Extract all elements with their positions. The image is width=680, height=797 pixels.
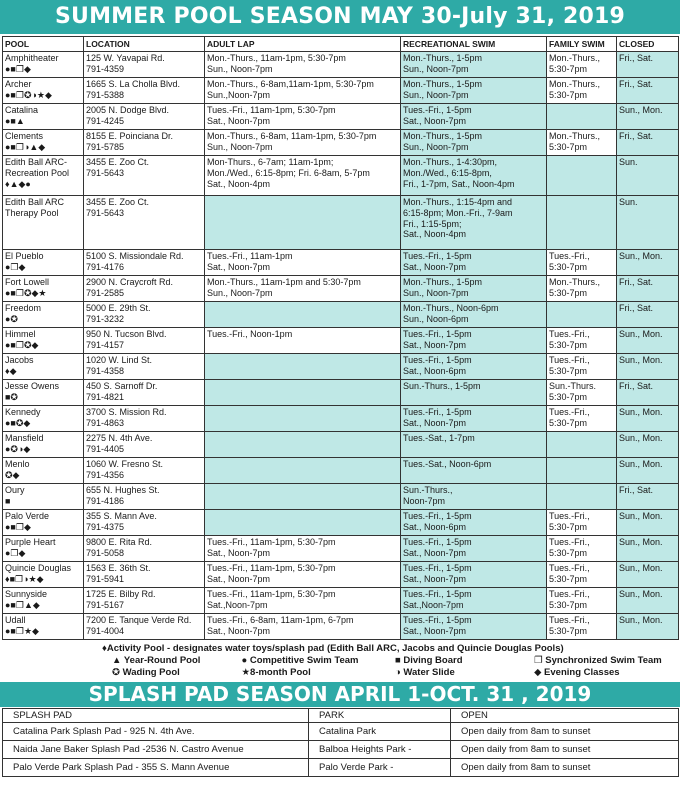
pool-symbols: ●■❐✪◆	[5, 339, 39, 350]
closed-cell: Sun., Mon.	[617, 328, 679, 354]
rec-swim-cell: Tues.-Fri., 1-5pm Sat., Noon-7pm	[401, 104, 547, 130]
closed-cell: Fri., Sat.	[617, 78, 679, 104]
adult-lap-cell	[205, 380, 401, 406]
adult-lap-cell	[205, 354, 401, 380]
legend-competitive: ● Competitive Swim Team	[241, 655, 359, 666]
closed-cell: Fri., Sat.	[617, 276, 679, 302]
family-swim-cell: Mon.-Thurs., 5:30-7pm	[547, 78, 617, 104]
park-cell: Palo Verde Park -	[309, 759, 451, 777]
legend-slide: ◑ Water Slide	[395, 667, 455, 678]
adult-lap-cell: Mon.-Thurs., 6-8am,11am-1pm, 5:30-7pm Sun.,Noon-7pm	[205, 78, 401, 104]
pool-name-cell	[3, 406, 84, 432]
park-cell: Balboa Heights Park -	[309, 741, 451, 759]
closed-cell: Sun., Mon.	[617, 104, 679, 130]
legend-activity-pool: ♦Activity Pool - designates water toys/splash pad (Edith Ball ARC, Jacobs and Quincie Douglas Pools)	[102, 643, 564, 654]
splash-pad-cell: Naida Jane Baker Splash Pad -2536 N. Castro Avenue	[3, 741, 309, 759]
splash-pad-table	[2, 708, 679, 777]
rec-swim-cell: Tues.-Fri., 1-5pm Sat.,Noon-7pm	[401, 588, 547, 614]
header-location: LOCATION	[84, 37, 205, 52]
pool-name: Quincie Douglas	[5, 563, 72, 573]
pool-name-cell	[3, 52, 84, 78]
pool-name: El Pueblo	[5, 251, 44, 261]
adult-lap-cell	[205, 458, 401, 484]
adult-lap-cell: Mon.-Thurs., 11am-1pm and 5:30-7pm Sun., Noon-7pm	[205, 276, 401, 302]
splash-row	[3, 741, 679, 759]
pool-name: Udall	[5, 615, 26, 625]
pool-symbols: ●■❐◑▲◆	[5, 141, 46, 152]
table-row	[3, 562, 679, 588]
pool-symbols: ♦■❐◑★◆	[5, 573, 44, 584]
location-cell: 2900 N. Craycroft Rd. 791-2585	[84, 276, 205, 302]
legend-diving: ■ Diving Board	[395, 655, 463, 666]
rec-swim-cell: Mon.-Thurs., 1-5pm Sun., Noon-7pm	[401, 78, 547, 104]
closed-cell: Sun., Mon.	[617, 588, 679, 614]
pool-symbols: ●■❐✪◆★	[5, 287, 47, 298]
pool-name: Archer	[5, 79, 32, 89]
closed-cell: Sun., Mon.	[617, 510, 679, 536]
table-row	[3, 196, 679, 250]
table-row	[3, 276, 679, 302]
table-row	[3, 328, 679, 354]
table-row	[3, 78, 679, 104]
pool-name-cell	[3, 484, 84, 510]
splash-pad-cell: Catalina Park Splash Pad - 925 N. 4th Ave.	[3, 723, 309, 741]
family-swim-cell	[547, 458, 617, 484]
pool-schedule-table	[2, 36, 679, 640]
pool-symbols: ●✪◑◆	[5, 443, 31, 454]
adult-lap-cell	[205, 302, 401, 328]
family-swim-cell: Tues.-Fri., 5:30-7pm	[547, 614, 617, 640]
pool-name-cell	[3, 614, 84, 640]
legend-wading: ✪ Wading Pool	[112, 667, 180, 678]
table-row	[3, 104, 679, 130]
family-swim-cell	[547, 196, 617, 250]
pool-symbols: ●■❐✪◑★◆	[5, 89, 52, 100]
pool-name-cell	[3, 250, 84, 276]
pool-name-cell	[3, 432, 84, 458]
pool-symbols: ●■✪◆	[5, 417, 31, 428]
rec-swim-cell: Sun.-Thurs., 1-5pm	[401, 380, 547, 406]
pool-name: Edith Ball ARC- Recreation Pool	[5, 157, 70, 178]
pool-symbols: ●✪	[5, 313, 18, 324]
family-swim-cell: Tues.-Fri., 5:30-7pm	[547, 536, 617, 562]
closed-cell: Sun.	[617, 156, 679, 196]
pool-name: Freedom	[5, 303, 42, 313]
pool-symbols: ●■▲	[5, 115, 25, 126]
pool-symbols: ●■❐★◆	[5, 625, 39, 636]
rec-swim-cell: Tues.-Fri., 1-5pm Sat., Noon-7pm	[401, 406, 547, 432]
pool-name: Oury	[5, 485, 25, 495]
location-cell: 8155 E. Poinciana Dr. 791-5785	[84, 130, 205, 156]
open-cell: Open daily from 8am to sunset	[451, 759, 679, 777]
location-cell: 3455 E. Zoo Ct. 791-5643	[84, 156, 205, 196]
adult-lap-cell: Tues.-Fri., 11am-1pm Sat., Noon-7pm	[205, 250, 401, 276]
pool-table-body	[3, 52, 679, 640]
pool-symbols: ■✪	[5, 391, 18, 402]
location-cell: 9800 E. Rita Rd. 791-5058	[84, 536, 205, 562]
family-swim-cell	[547, 302, 617, 328]
closed-cell: Sun., Mon.	[617, 406, 679, 432]
rec-swim-cell: Tues.-Sat., 1-7pm	[401, 432, 547, 458]
pool-name: Sunnyside	[5, 589, 48, 599]
header-park: PARK	[309, 709, 451, 723]
park-cell: Catalina Park	[309, 723, 451, 741]
pool-name: Menlo	[5, 459, 30, 469]
rec-swim-cell: Tues.-Fri., 1-5pm Sat., Noon-7pm	[401, 614, 547, 640]
legend-year-round: ▲ Year-Round Pool	[112, 655, 201, 666]
closed-cell: Sun., Mon.	[617, 354, 679, 380]
family-swim-cell: Mon.-Thurs., 5:30-7pm	[547, 276, 617, 302]
adult-lap-cell: Tues.-Fri., Noon-1pm	[205, 328, 401, 354]
table-header-row	[3, 37, 679, 52]
table-row	[3, 510, 679, 536]
family-swim-cell: Tues.-Fri., 5:30-7pm	[547, 250, 617, 276]
header-open: OPEN	[451, 709, 679, 723]
pool-name: Clements	[5, 131, 44, 141]
family-swim-cell: Sun.-Thurs. 5:30-7pm	[547, 380, 617, 406]
rec-swim-cell: Tues.-Fri., 1-5pm Sat., Noon-6pm	[401, 354, 547, 380]
table-row	[3, 406, 679, 432]
legend	[2, 643, 678, 679]
closed-cell: Fri., Sat.	[617, 130, 679, 156]
adult-lap-cell: Mon.-Thurs., 11am-1pm, 5:30-7pm Sun., Noon-7pm	[205, 52, 401, 78]
pool-name-cell	[3, 510, 84, 536]
splash-season-banner: SPLASH PAD SEASON APRIL 1-OCT. 31 , 2019	[0, 682, 680, 707]
pool-name: Amphitheater	[5, 53, 59, 63]
closed-cell: Fri., Sat.	[617, 380, 679, 406]
closed-cell: Sun., Mon.	[617, 458, 679, 484]
adult-lap-cell	[205, 510, 401, 536]
open-cell: Open daily from 8am to sunset	[451, 723, 679, 741]
open-cell: Open daily from 8am to sunset	[451, 741, 679, 759]
header-family-swim: FAMILY SWIM	[547, 37, 617, 52]
adult-lap-cell	[205, 196, 401, 250]
header-recreational-swim: RECREATIONAL SWIM	[401, 37, 547, 52]
header-closed: CLOSED	[617, 37, 679, 52]
location-cell: 950 N. Tucson Blvd. 791-4157	[84, 328, 205, 354]
rec-swim-cell: Mon.-Thurs., 1-5pm Sun., Noon-7pm	[401, 52, 547, 78]
closed-cell: Sun., Mon.	[617, 250, 679, 276]
pool-symbols: ●❐◆	[5, 261, 26, 272]
location-cell: 1563 E. 36th St. 791-5941	[84, 562, 205, 588]
pool-name-cell	[3, 380, 84, 406]
legend-synchro: ❐ Synchronized Swim Team	[534, 655, 662, 666]
location-cell: 1725 E. Bilby Rd. 791-5167	[84, 588, 205, 614]
pool-symbols: ●■❐◆	[5, 63, 31, 74]
table-row	[3, 302, 679, 328]
pool-name: Purple Heart	[5, 537, 56, 547]
table-row	[3, 536, 679, 562]
rec-swim-cell: Tues.-Fri., 1-5pm Sat., Noon-7pm	[401, 328, 547, 354]
pool-symbols: ■	[5, 495, 11, 506]
rec-swim-cell: Tues.-Sat., Noon-6pm	[401, 458, 547, 484]
table-row	[3, 250, 679, 276]
table-row	[3, 52, 679, 78]
family-swim-cell: Tues.-Fri., 5:30-7pm	[547, 510, 617, 536]
location-cell: 5000 E. 29th St. 791-3232	[84, 302, 205, 328]
family-swim-cell: Tues.-Fri., 5:30-7pm	[547, 354, 617, 380]
pool-name-cell	[3, 104, 84, 130]
location-cell: 125 W. Yavapai Rd. 791-4359	[84, 52, 205, 78]
splash-header-row	[3, 709, 679, 723]
pool-name-cell	[3, 536, 84, 562]
adult-lap-cell: Tues.-Fri., 11am-1pm, 5:30-7pm Sat.,Noon-7pm	[205, 588, 401, 614]
adult-lap-cell: Tues.-Fri., 11am-1pm, 5:30-7pm Sat., Noon-7pm	[205, 562, 401, 588]
family-swim-cell: Tues.-Fri., 5:30-7pm	[547, 562, 617, 588]
pool-name: Fort Lowell	[5, 277, 50, 287]
header-splash-pad: SPLASH PAD	[3, 709, 309, 723]
pool-name: Jesse Owens	[5, 381, 60, 391]
location-cell: 1060 W. Fresno St. 791-4356	[84, 458, 205, 484]
rec-swim-cell: Tues.-Fri., 1-5pm Sat., Noon-7pm	[401, 536, 547, 562]
rec-swim-cell: Tues.-Fri., 1-5pm Sat., Noon-7pm	[401, 250, 547, 276]
rec-swim-cell: Mon.-Thurs., 1-5pm Sun., Noon-7pm	[401, 130, 547, 156]
pool-name: Kennedy	[5, 407, 41, 417]
family-swim-cell: Tues.-Fri., 5:30-7pm	[547, 588, 617, 614]
location-cell: 3455 E. Zoo Ct. 791-5643	[84, 196, 205, 250]
family-swim-cell	[547, 104, 617, 130]
adult-lap-cell: Tues.-Fri., 11am-1pm, 5:30-7pm Sat., Noon-7pm	[205, 536, 401, 562]
table-row	[3, 380, 679, 406]
location-cell: 355 S. Mann Ave. 791-4375	[84, 510, 205, 536]
pool-name-cell	[3, 196, 84, 250]
table-row	[3, 130, 679, 156]
table-row	[3, 614, 679, 640]
family-swim-cell: Mon.-Thurs., 5:30-7pm	[547, 130, 617, 156]
rec-swim-cell: Tues.-Fri., 1-5pm Sat., Noon-6pm	[401, 510, 547, 536]
pool-name-cell	[3, 328, 84, 354]
pool-symbols: ✪◆	[5, 469, 20, 480]
location-cell: 1020 W. Lind St. 791-4358	[84, 354, 205, 380]
pool-name: Edith Ball ARC Therapy Pool	[5, 197, 65, 218]
location-cell: 655 N. Hughes St. 791-4186	[84, 484, 205, 510]
pool-name-cell	[3, 302, 84, 328]
table-row	[3, 484, 679, 510]
adult-lap-cell	[205, 406, 401, 432]
family-swim-cell	[547, 484, 617, 510]
adult-lap-cell: Mon.-Thurs., 6-8am, 11am-1pm, 5:30-7pm Sun., Noon-7pm	[205, 130, 401, 156]
pool-name-cell	[3, 588, 84, 614]
rec-swim-cell: Tues.-Fri., 1-5pm Sat., Noon-7pm	[401, 562, 547, 588]
pool-name-cell	[3, 276, 84, 302]
closed-cell: Sun.	[617, 196, 679, 250]
family-swim-cell	[547, 156, 617, 196]
adult-lap-cell: Tues.-Fri., 11am-1pm, 5:30-7pm Sat., Noon-7pm	[205, 104, 401, 130]
rec-swim-cell: Mon.-Thurs., Noon-6pm Sun., Noon-6pm	[401, 302, 547, 328]
header-pool: POOL	[3, 37, 84, 52]
location-cell: 2005 N. Dodge Blvd. 791-4245	[84, 104, 205, 130]
closed-cell: Fri., Sat.	[617, 302, 679, 328]
adult-lap-cell	[205, 432, 401, 458]
table-row	[3, 588, 679, 614]
pool-name: Palo Verde	[5, 511, 50, 521]
pool-name-cell	[3, 562, 84, 588]
rec-swim-cell: Mon.-Thurs., 1-5pm Sun., Noon-7pm	[401, 276, 547, 302]
adult-lap-cell: Tues.-Fri., 6-8am, 11am-1pm, 6-7pm Sat., Noon-7pm	[205, 614, 401, 640]
pool-symbols: ♦◆	[5, 365, 17, 376]
family-swim-cell: Mon.-Thurs., 5:30-7pm	[547, 52, 617, 78]
location-cell: 7200 E. Tanque Verde Rd. 791-4004	[84, 614, 205, 640]
family-swim-cell: Tues.-Fri., 5:30-7pm	[547, 328, 617, 354]
closed-cell: Sun., Mon.	[617, 614, 679, 640]
header-adult-lap: ADULT LAP	[205, 37, 401, 52]
closed-cell: Fri., Sat.	[617, 52, 679, 78]
table-row	[3, 156, 679, 196]
pool-name: Mansfield	[5, 433, 44, 443]
pool-name-cell	[3, 458, 84, 484]
pool-name: Jacobs	[5, 355, 34, 365]
family-swim-cell	[547, 432, 617, 458]
pool-name: Himmel	[5, 329, 36, 339]
rec-swim-cell: Sun.-Thurs., Noon-7pm	[401, 484, 547, 510]
closed-cell: Fri., Sat.	[617, 484, 679, 510]
pool-name: Catalina	[5, 105, 39, 115]
rec-swim-cell: Mon.-Thurs., 1-4:30pm, Mon./Wed., 6:15-8pm, Fri., 1-7pm, Sat., Noon-4pm	[401, 156, 547, 196]
rec-swim-cell: Mon.-Thurs., 1:15-4pm and 6:15-8pm; Mon.-Fri., 7-9am Fri., 1:15-5pm; Sat., Noon-4pm	[401, 196, 547, 250]
splash-row	[3, 759, 679, 777]
table-row	[3, 458, 679, 484]
legend-eight-month: ★8-month Pool	[241, 667, 311, 678]
pool-symbols: ●❐◆	[5, 547, 26, 558]
location-cell: 2275 N. 4th Ave. 791-4405	[84, 432, 205, 458]
location-cell: 450 S. Sarnoff Dr. 791-4821	[84, 380, 205, 406]
closed-cell: Sun., Mon.	[617, 536, 679, 562]
splash-pad-cell: Palo Verde Park Splash Pad - 355 S. Mann Avenue	[3, 759, 309, 777]
pool-symbols: ●■❐▲◆	[5, 599, 40, 610]
table-row	[3, 354, 679, 380]
adult-lap-cell: Mon-Thurs., 6-7am; 11am-1pm; Mon./Wed., 6:15-8pm; Fri. 6-8am, 5-7pm Sat., Noon-4pm	[205, 156, 401, 196]
pool-name-cell	[3, 78, 84, 104]
pool-name-cell	[3, 354, 84, 380]
location-cell: 3700 S. Mission Rd. 791-4863	[84, 406, 205, 432]
pool-name-cell	[3, 130, 84, 156]
table-row	[3, 432, 679, 458]
location-cell: 1665 S. La Cholla Blvd. 791-5388	[84, 78, 205, 104]
pool-symbols: ♦▲◆●	[5, 178, 31, 189]
closed-cell: Sun., Mon.	[617, 432, 679, 458]
pool-name-cell	[3, 156, 84, 196]
pool-season-banner: SUMMER POOL SEASON MAY 30-July 31, 2019	[0, 0, 680, 34]
legend-evening: ◆ Evening Classes	[534, 667, 620, 678]
closed-cell: Sun., Mon.	[617, 562, 679, 588]
pool-symbols: ●■❐◆	[5, 521, 31, 532]
family-swim-cell: Tues.-Fri., 5:30-7pm	[547, 406, 617, 432]
adult-lap-cell	[205, 484, 401, 510]
splash-row	[3, 723, 679, 741]
location-cell: 5100 S. Missiondale Rd. 791-4176	[84, 250, 205, 276]
